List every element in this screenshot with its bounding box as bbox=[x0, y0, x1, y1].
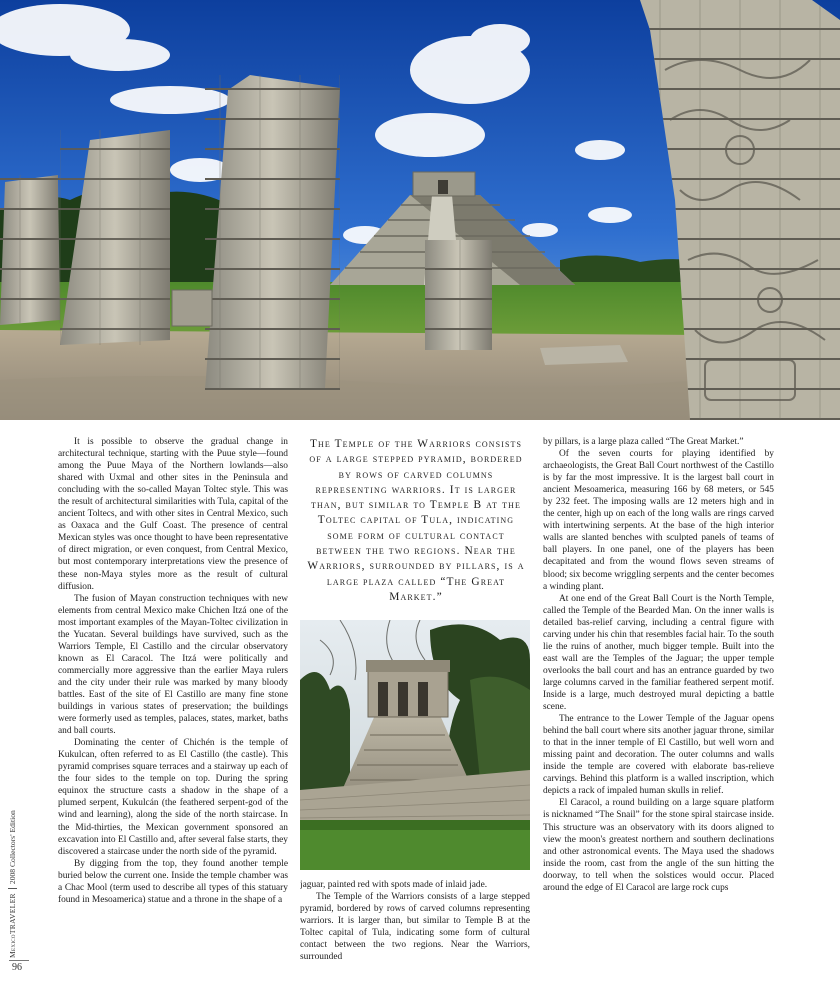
pull-quote: The Temple of the Warriors consists of a large stepped pyramid, bordered by rows of carved columns representing warriors. It is larger than, but similar to Temple B at the Toltec capital of Tula, indicating some form of cultural contact between the two regions. Near the Warriors, surrounded by pillars, is a large plaza called “The Great Market.” bbox=[307, 438, 525, 603]
column-3 bbox=[543, 436, 774, 972]
hero-photo-el-castillo bbox=[0, 0, 840, 420]
paragraph: At one end of the Great Ball Court is the North Temple, called the Temple of the Bearded Man. On the inner walls is detailed bas-relief carving, including a central figure with carving under his chin that resembles facial hair. To the south lie the ruins of another, much bigger temple. Built into the east wall are the Temples of the Jaguar; the upper temple overlooks the ball court and has an entrance guarded by two large columns carved in the familiar feathered serpent motif. Inside is a large, much destroyed mural depicting a battle scene. bbox=[543, 593, 774, 713]
paragraph: Of the seven courts for playing identified by archaeologists, the Great Ball Court northwest of the Castillo is by far the most impressive. It is the largest ball court in ancient Mesoamerica, measuring 166 by 68 meters, or 545 by 232 feet. The imposing walls are 12 meters high and in the center, high up on each of the long walls are rings carved with intertwining serpents. At the base of the high interior walls are slanted benches with sculpted panels of teams of ball players. In one panel, one of the players has been decapitated and from the wound flows seven streams of blood; six become wriggling serpents and the center becomes a winding plant. bbox=[543, 449, 774, 592]
divider bbox=[8, 888, 17, 889]
edition-label: 2008 Collectors' Edition bbox=[8, 810, 17, 885]
divider bbox=[9, 960, 29, 961]
paragraph: The Temple of the Warriors consists of a large stepped pyramid, bordered by rows of carved columns representing warriors. It is larger than, but similar to Temple B at the Toltec capital of Tula, indicating some form of cultural contact between the two regions. Near the Warriors, surrounded bbox=[300, 892, 530, 963]
paragraph: The fusion of Mayan construction techniques with new elements from central Mexico make Chichen Itzá one of the most important examples of the Mayan-Toltec civilization in the Yucatan. Several buildings have survived, such as the Warriors Temple, El Castillo and the circular observatory known as El Caracol. The Itzá were politically and commercially more aggressive than the earlier Maya rulers and the city under their rule was marked by many bloody battles. East of the site of El Castillo are many fine stone buildings in various states of preservation; the buildings were formerly used as temples, palaces, states, market, baths and ball courts. bbox=[58, 593, 288, 737]
paragraph: Dominating the center of Chichén is the temple of Kukulcan, often referred to as El Castillo (the castle). This pyramid comprises square terraces and a stairway up each of the four sides to the temple on top. During the spring equinox the structure casts a shadow in the shape of a plumed serpent, Kukulcán (the feathered serpent-god of the wind and learning), along the side of the north staircase. In the Mid-thirties, the Mexican government sponsored an excavation into El Castillo and, after several false starts, they discovered a staircase under the north side of the pyramid. bbox=[58, 738, 288, 857]
paragraph: By digging from the top, they found another temple buried below the current one. Inside the temple chamber was a Chac Mool (term used to describe all types of this statuary found in Mesoamerica) statue and a throne in the shape of a bbox=[58, 858, 288, 905]
column-1 bbox=[58, 436, 288, 972]
magazine-name: MexicoTRAVELER bbox=[8, 893, 17, 958]
paragraph: jaguar, painted red with spots made of inlaid jade. bbox=[300, 880, 488, 890]
paragraph: by pillars, is a large plaza called “The Great Market.” bbox=[543, 437, 744, 447]
paragraph: El Caracol, a round building on a large square platform is nicknamed “The Snail” for the stone spiral staircase inside. This structure was an observatory with its doors aligned to view the moon's greatest northern and southern declinations and other astronomical events. The Maya used the shadows inside the room, cast from the angle of the sun hitting the doorway, to tell when the solstices would occur. Placed around the edge of El Caracol are large rock cups bbox=[543, 798, 774, 893]
running-footer bbox=[8, 810, 17, 958]
photo-temple-of-the-jaguar bbox=[300, 620, 530, 870]
paragraph: It is possible to observe the gradual change in architectural technique, starting with the Puue style—found among the Puue Maya of the Northern lowlands—also shared with Uxmal and other sites in the Peninsula and concluding with the so-called Mayan Toltec style. This was the result of architectural similarities with Tula, capital of the ancient Toltecs, and with other sites in Central Mexico, such as Oaxaca and the Gulf Coast. The presence of central Mexican styles was once thought to have been representative of direct migration, or even conquest, from Central Mexico, but most contemporary interpretations view the presence of these non-Maya styles more as the result of cultural diffusion. bbox=[58, 437, 288, 592]
page-number: 96 bbox=[12, 962, 22, 973]
paragraph: The entrance to the Lower Temple of the Jaguar opens behind the ball court where sits another jaguar throne, similar to that in the inner temple of El Castillo, but well worn and missing paint and decoration. The outer columns and walls inside the temple are covered with elaborate bas-relieve carvings. Behind this platform is a walled inscription, which depicts a rack of impaled human skulls in relief. bbox=[543, 714, 774, 797]
column-2-text bbox=[300, 879, 530, 974]
